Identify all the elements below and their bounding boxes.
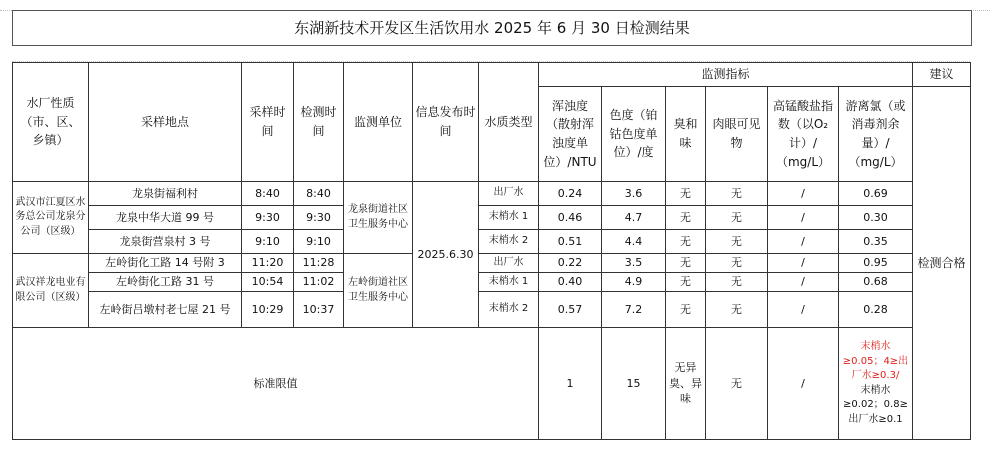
header-monitor-unit: 监测单位 xyxy=(344,63,413,182)
header-test-time: 检测时间 xyxy=(294,63,344,182)
standard-visible: 无 xyxy=(706,328,768,440)
chlorine-cell: 0.30 xyxy=(839,206,913,230)
odor-cell: 无 xyxy=(666,230,706,254)
odor-cell: 无 xyxy=(666,182,706,206)
visible-cell: 无 xyxy=(706,254,768,273)
test-time-cell: 8:40 xyxy=(294,182,344,206)
standard-turbidity: 1 xyxy=(539,328,602,440)
color-cell: 4.7 xyxy=(602,206,666,230)
header-permanganate: 高锰酸盐指数（以O₂计）/（mg/L） xyxy=(768,87,839,182)
visible-cell: 无 xyxy=(706,230,768,254)
standard-chlorine-red: 末梢水≥0.05；4≥出厂水≥0.3/ xyxy=(842,341,909,381)
plant-name: 武汉祥龙电业有限公司（区级） xyxy=(13,254,89,328)
document-title: 东湖新技术开发区生活饮用水 2025 年 6 月 30 日检测结果 xyxy=(12,10,972,46)
sample-time-cell: 8:40 xyxy=(242,182,294,206)
odor-cell: 无 xyxy=(666,292,706,328)
visible-cell: 无 xyxy=(706,206,768,230)
sample-time-cell: 10:54 xyxy=(242,273,294,292)
sample-time-cell: 11:20 xyxy=(242,254,294,273)
header-odor: 臭和味 xyxy=(666,87,706,182)
water-type-cell: 末梢水 1 xyxy=(479,273,539,292)
color-cell: 4.9 xyxy=(602,273,666,292)
header-location: 采样地点 xyxy=(89,63,242,182)
permanganate-cell: / xyxy=(768,254,839,273)
advice-value: 检测合格 xyxy=(913,87,971,440)
water-type-cell: 末梢水 2 xyxy=(479,230,539,254)
location-cell: 左岭街吕墩村老七屋 21 号 xyxy=(89,292,242,328)
header-chlorine: 游离氯（或消毒剂余量）/（mg/L） xyxy=(839,87,913,182)
header-water-type: 水质类型 xyxy=(479,63,539,182)
header-publish-time: 信息发布时间 xyxy=(413,63,479,182)
permanganate-cell: / xyxy=(768,182,839,206)
permanganate-cell: / xyxy=(768,273,839,292)
sample-time-cell: 9:30 xyxy=(242,206,294,230)
permanganate-cell: / xyxy=(768,206,839,230)
chlorine-cell: 0.95 xyxy=(839,254,913,273)
header-turbidity: 浑浊度（散射浑浊度单位）/NTU xyxy=(539,87,602,182)
header-plant-type: 水厂性质（市、区、乡镇） xyxy=(13,63,89,182)
header-visible: 肉眼可见物 xyxy=(706,87,768,182)
water-type-cell: 出厂水 xyxy=(479,182,539,206)
water-type-cell: 出厂水 xyxy=(479,254,539,273)
test-time-cell: 9:10 xyxy=(294,230,344,254)
test-time-cell: 9:30 xyxy=(294,206,344,230)
standard-permanganate: / xyxy=(768,328,839,440)
test-time-cell: 11:02 xyxy=(294,273,344,292)
sample-time-cell: 10:29 xyxy=(242,292,294,328)
header-sample-time: 采样时间 xyxy=(242,63,294,182)
results-table xyxy=(12,62,971,440)
turbidity-cell: 0.24 xyxy=(539,182,602,206)
location-cell: 龙泉街福利村 xyxy=(89,182,242,206)
turbidity-cell: 0.51 xyxy=(539,230,602,254)
color-cell: 3.6 xyxy=(602,182,666,206)
plant-name: 武汉市江夏区水务总公司龙泉分公司（区级） xyxy=(13,182,89,254)
header-indicators: 监测指标 xyxy=(539,63,913,87)
standard-chlorine xyxy=(839,328,913,440)
location-cell: 龙泉街营泉村 3 号 xyxy=(89,230,242,254)
standard-odor: 无异臭、异味 xyxy=(666,328,706,440)
color-cell: 3.5 xyxy=(602,254,666,273)
odor-cell: 无 xyxy=(666,254,706,273)
permanganate-cell: / xyxy=(768,230,839,254)
header-color: 色度（铂钴色度单位）/度 xyxy=(602,87,666,182)
standard-label: 标准限值 xyxy=(13,328,539,440)
monitor-unit-cell: 龙泉街道社区卫生服务中心 xyxy=(344,182,413,254)
test-time-cell: 10:37 xyxy=(294,292,344,328)
publish-date-cell: 2025.6.30 xyxy=(413,182,479,328)
color-cell: 4.4 xyxy=(602,230,666,254)
chlorine-cell: 0.68 xyxy=(839,273,913,292)
turbidity-cell: 0.57 xyxy=(539,292,602,328)
color-cell: 7.2 xyxy=(602,292,666,328)
standard-chlorine-black: 末梢水≥0.02；0.8≥出厂水≥0.1 xyxy=(843,384,908,425)
turbidity-cell: 0.22 xyxy=(539,254,602,273)
header-advice: 建议 xyxy=(913,63,971,87)
water-type-cell: 末梢水 2 xyxy=(479,292,539,328)
location-cell: 龙泉中华大道 99 号 xyxy=(89,206,242,230)
location-cell: 左岭街化工路 14 号附 3 xyxy=(89,254,242,273)
permanganate-cell: / xyxy=(768,292,839,328)
sample-time-cell: 9:10 xyxy=(242,230,294,254)
odor-cell: 无 xyxy=(666,206,706,230)
odor-cell: 无 xyxy=(666,273,706,292)
location-cell: 左岭街化工路 31 号 xyxy=(89,273,242,292)
visible-cell: 无 xyxy=(706,182,768,206)
chlorine-cell: 0.35 xyxy=(839,230,913,254)
visible-cell: 无 xyxy=(706,273,768,292)
chlorine-cell: 0.28 xyxy=(839,292,913,328)
monitor-unit-cell: 左岭街道社区卫生服务中心 xyxy=(344,254,413,328)
chlorine-cell: 0.69 xyxy=(839,182,913,206)
test-time-cell: 11:28 xyxy=(294,254,344,273)
water-type-cell: 末梢水 1 xyxy=(479,206,539,230)
turbidity-cell: 0.46 xyxy=(539,206,602,230)
turbidity-cell: 0.40 xyxy=(539,273,602,292)
visible-cell: 无 xyxy=(706,292,768,328)
spacer-row xyxy=(12,45,970,62)
standard-color: 15 xyxy=(602,328,666,440)
